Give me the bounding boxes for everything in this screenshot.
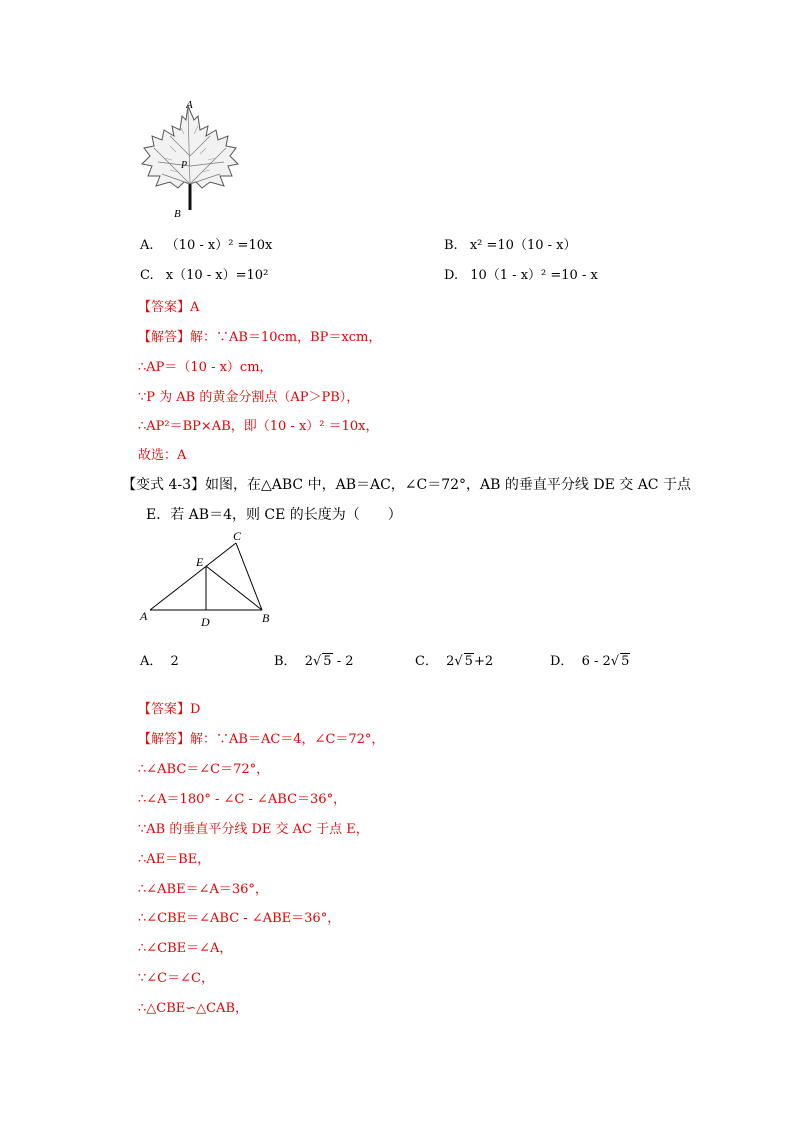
vertex-label-c: C xyxy=(233,529,242,543)
option-label: C. xyxy=(140,268,154,283)
segment-ac xyxy=(150,543,236,610)
triangle-figure xyxy=(136,528,280,630)
option-post: +2 xyxy=(473,654,494,669)
radicand: 5 xyxy=(323,654,332,669)
q1-option-a xyxy=(140,234,272,253)
q2-option-a xyxy=(140,650,179,669)
q2-problem-line-1: 【变式 4-3】如图，在△ABC 中，AB＝AC，∠C＝72°，AB 的垂直平分线 DE 交 AC 于点 xyxy=(122,477,691,493)
q2-solution-line: ∵∠C＝∠C， xyxy=(138,971,214,986)
vertex-label-d: D xyxy=(201,615,210,629)
q2-option-b xyxy=(274,650,354,669)
q2-solution-line: ∴△CBE∽△CAB， xyxy=(138,1001,249,1016)
q1-solution-line: ∴AP²＝BP×AB，即（10 - x）² ＝10x， xyxy=(138,419,379,434)
sqrt-sign: √ 5 xyxy=(454,654,473,669)
q2-solution-line: ∴∠CBE＝∠A， xyxy=(138,941,233,956)
q2-solution-line: ∴∠CBE＝∠ABC - ∠ABE＝36°， xyxy=(138,911,341,926)
option-pre: 6 - 2 xyxy=(581,654,611,669)
option-label: A． xyxy=(140,654,163,669)
option-pre: 2 xyxy=(446,654,455,669)
option-post: - 2 xyxy=(332,654,354,669)
q1-option-c xyxy=(140,264,268,283)
vertex-label-b: B xyxy=(262,611,270,625)
option-label: A. xyxy=(140,238,154,253)
option-label: D. xyxy=(444,268,459,283)
q2-solution-line: ∴AE＝BE， xyxy=(138,852,211,867)
q1-solution-line: ∴AP＝（10 - x）cm， xyxy=(138,360,273,375)
vertex-label-e: E xyxy=(196,555,204,569)
option-text: （10 - x）² =10x xyxy=(165,238,273,253)
vertex-label-a: A xyxy=(140,609,148,623)
option-text: 2 xyxy=(170,654,179,669)
q1-option-b xyxy=(444,234,576,253)
option-label: C． xyxy=(415,654,438,669)
q1-solution-line: ∵P 为 AB 的黄金分割点（AP＞PB）， xyxy=(138,390,360,405)
q2-option-c xyxy=(415,650,493,669)
sqrt-sign: √ 5 xyxy=(312,654,332,669)
radicand: 5 xyxy=(621,654,630,669)
q2-solution-line: ∴∠ABE＝∠A＝36°， xyxy=(138,882,268,897)
maple-leaf-figure xyxy=(140,96,250,222)
option-text: 10（1 - x）² =10 - x xyxy=(470,268,598,283)
radicand: 5 xyxy=(464,654,473,669)
leaf-label-p: P xyxy=(181,160,188,171)
q1-option-d xyxy=(444,264,598,283)
sqrt-sign: √ 5 xyxy=(610,654,630,669)
option-label: B． xyxy=(274,654,297,669)
leaf-label-b: B xyxy=(174,208,181,220)
q1-solution-line: 故选：A xyxy=(138,448,187,463)
q2-solution-line: ∵AB 的垂直平分线 DE 交 AC 于点 E， xyxy=(138,822,369,837)
q1-solution-line: 【解答】解：∵AB＝10cm，BP＝xcm， xyxy=(138,330,382,345)
q2-solution-line: ∴∠ABC＝∠C＝72°， xyxy=(138,762,270,777)
option-text: x² =10（10 - x） xyxy=(469,238,577,253)
leaf-label-a: A xyxy=(186,99,193,111)
option-pre: 2 xyxy=(304,654,313,669)
option-text: x（10 - x）=10² xyxy=(165,268,269,283)
option-label: D． xyxy=(550,654,574,669)
q2-problem-line-2: E．若 AB＝4，则 CE 的长度为（ ） xyxy=(146,507,402,523)
q2-answer: 【答案】D xyxy=(138,702,201,717)
option-label: B. xyxy=(444,238,458,253)
q2-solution-line: ∴∠A＝180° - ∠C - ∠ABC＝36°， xyxy=(138,792,347,807)
q2-option-d xyxy=(550,650,630,669)
q2-solution-line: 【解答】解：∵AB＝AC＝4，∠C＝72°， xyxy=(138,732,385,747)
q1-answer: 【答案】A xyxy=(138,300,200,315)
